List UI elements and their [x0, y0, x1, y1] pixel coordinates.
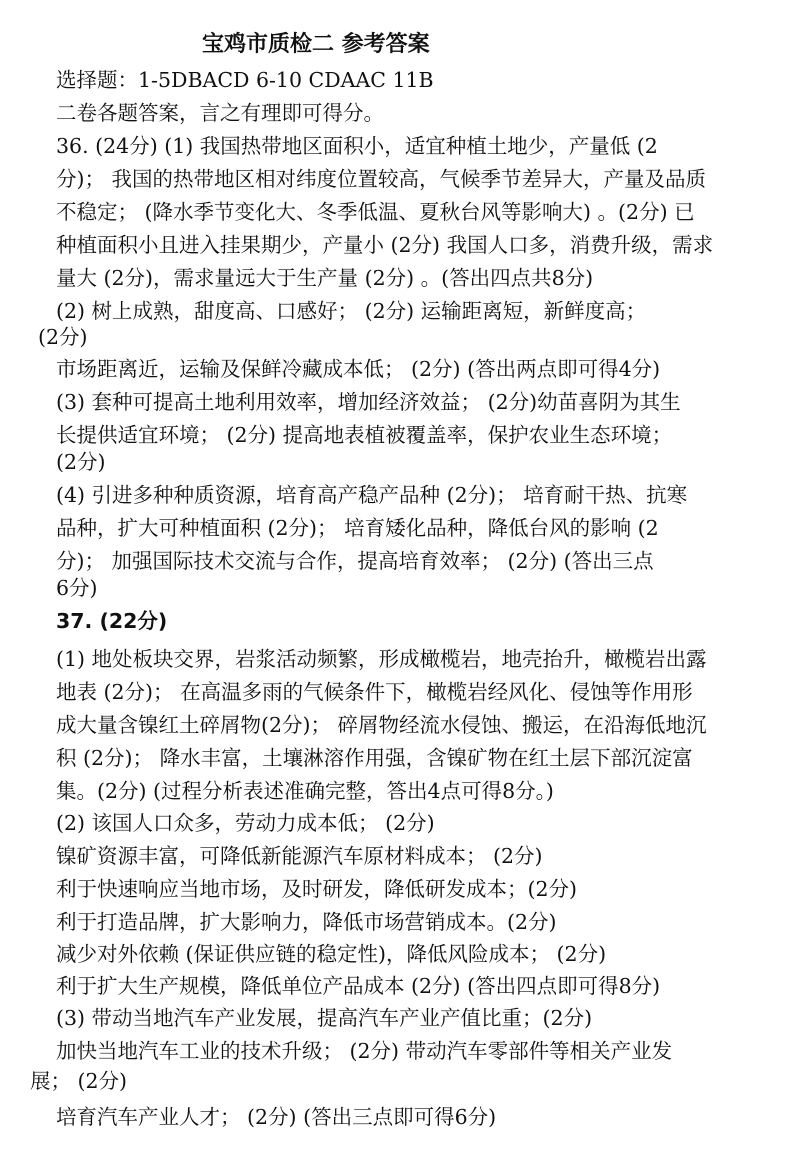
answer-line: (2) 该国人口众多，劳动力成本低； (2分)	[56, 811, 435, 835]
answer-line: 不稳定； (降水季节变化大、冬季低温、夏秋台风等影响大) 。(2分) 已	[56, 200, 695, 224]
answer-line: 37. (22分)	[56, 609, 168, 633]
page-title: 宝鸡市质检二 参考答案	[202, 32, 430, 57]
answer-line: (1) 地处板块交界，岩浆活动频繁，形成橄榄岩，地壳抬升，橄榄岩出露	[56, 647, 707, 671]
answer-line: (3) 带动当地汽车产业发展，提高汽车产业产值比重；(2分)	[56, 1006, 593, 1030]
answer-line: 分)； 我国的热带地区相对纬度位置较高，气候季节差异大，产量及品质	[56, 167, 707, 191]
answer-line: 种植面积小且进入挂果期少，产量小 (2分) 我国人口多，消费升级，需求	[56, 233, 714, 257]
answer-line: 减少对外依赖 (保证供应链的稳定性)，降低风险成本； (2分)	[56, 942, 607, 966]
answer-line: 利于扩大生产规模，降低单位产品成本 (2分) (答出四点即可得8分)	[56, 974, 661, 998]
answer-line: 成大量含镍红土碎屑物(2分)； 碎屑物经流水侵蚀、搬运，在沿海低地沉	[56, 713, 707, 737]
answer-line: 加快当地汽车工业的技术升级； (2分) 带动汽车零部件等相关产业发	[56, 1039, 673, 1063]
answer-line: (4) 引进多种种质资源，培育高产稳产品种 (2分)； 培育耐干热、抗寒	[56, 483, 688, 507]
answer-line: 二卷各题答案，言之有理即可得分。	[56, 101, 384, 125]
answer-line: 6分)	[56, 576, 98, 600]
answer-line: 分)； 加强国际技术交流与合作，提高培育效率； (2分) (答出三点	[56, 549, 654, 573]
answer-line: (2) 树上成熟，甜度高、口感好； (2分) 运输距离短，新鲜度高；	[56, 299, 647, 323]
answer-line: 集。(2分) (过程分析表述准确完整，答出4点可得8分。)	[56, 779, 554, 803]
answer-line: 长提供适宜环境； (2分) 提高地表植被覆盖率，保护农业生态环境；	[56, 423, 673, 447]
answer-line: 培育汽车产业人才； (2分) (答出三点即可得6分)	[56, 1105, 497, 1129]
answer-line: (2分)	[38, 325, 88, 349]
answer-line: 市场距离近，运输及保鲜冷藏成本低； (2分) (答出两点即可得4分)	[56, 357, 661, 381]
answer-line: 利于打造品牌，扩大影响力，降低市场营销成本。(2分)	[56, 910, 557, 934]
answer-line: 利于快速响应当地市场，及时研发，降低研发成本；(2分)	[56, 877, 578, 901]
answer-line: 量大 (2分)，需求量远大于生产量 (2分) 。(答出四点共8分)	[56, 266, 594, 290]
answer-line: 品种，扩大可种植面积 (2分)； 培育矮化品种，降低台风的影响 (2	[56, 516, 659, 540]
answer-line: 镍矿资源丰富，可降低新能源汽车原材料成本； (2分)	[56, 844, 543, 868]
answer-line: 地表 (2分)； 在高温多雨的气候条件下，橄榄岩经风化、侵蚀等作用形	[56, 680, 693, 704]
answer-line: 36. (24分) (1) 我国热带地区面积小，适宜种植土地少，产量低 (2	[56, 134, 658, 158]
answer-line: 选择题：1-5DBACD 6-10 CDAAC 11B	[56, 68, 434, 92]
answer-line: 展； (2分)	[30, 1069, 128, 1093]
answer-line: (2分)	[56, 450, 106, 474]
answer-line: (3) 套种可提高土地利用效率，增加经济效益； (2分)幼苗喜阴为其生	[56, 390, 681, 414]
answer-line: 积 (2分)； 降水丰富，土壤淋溶作用强，含镍矿物在红土层下部沉淀富	[56, 746, 693, 770]
